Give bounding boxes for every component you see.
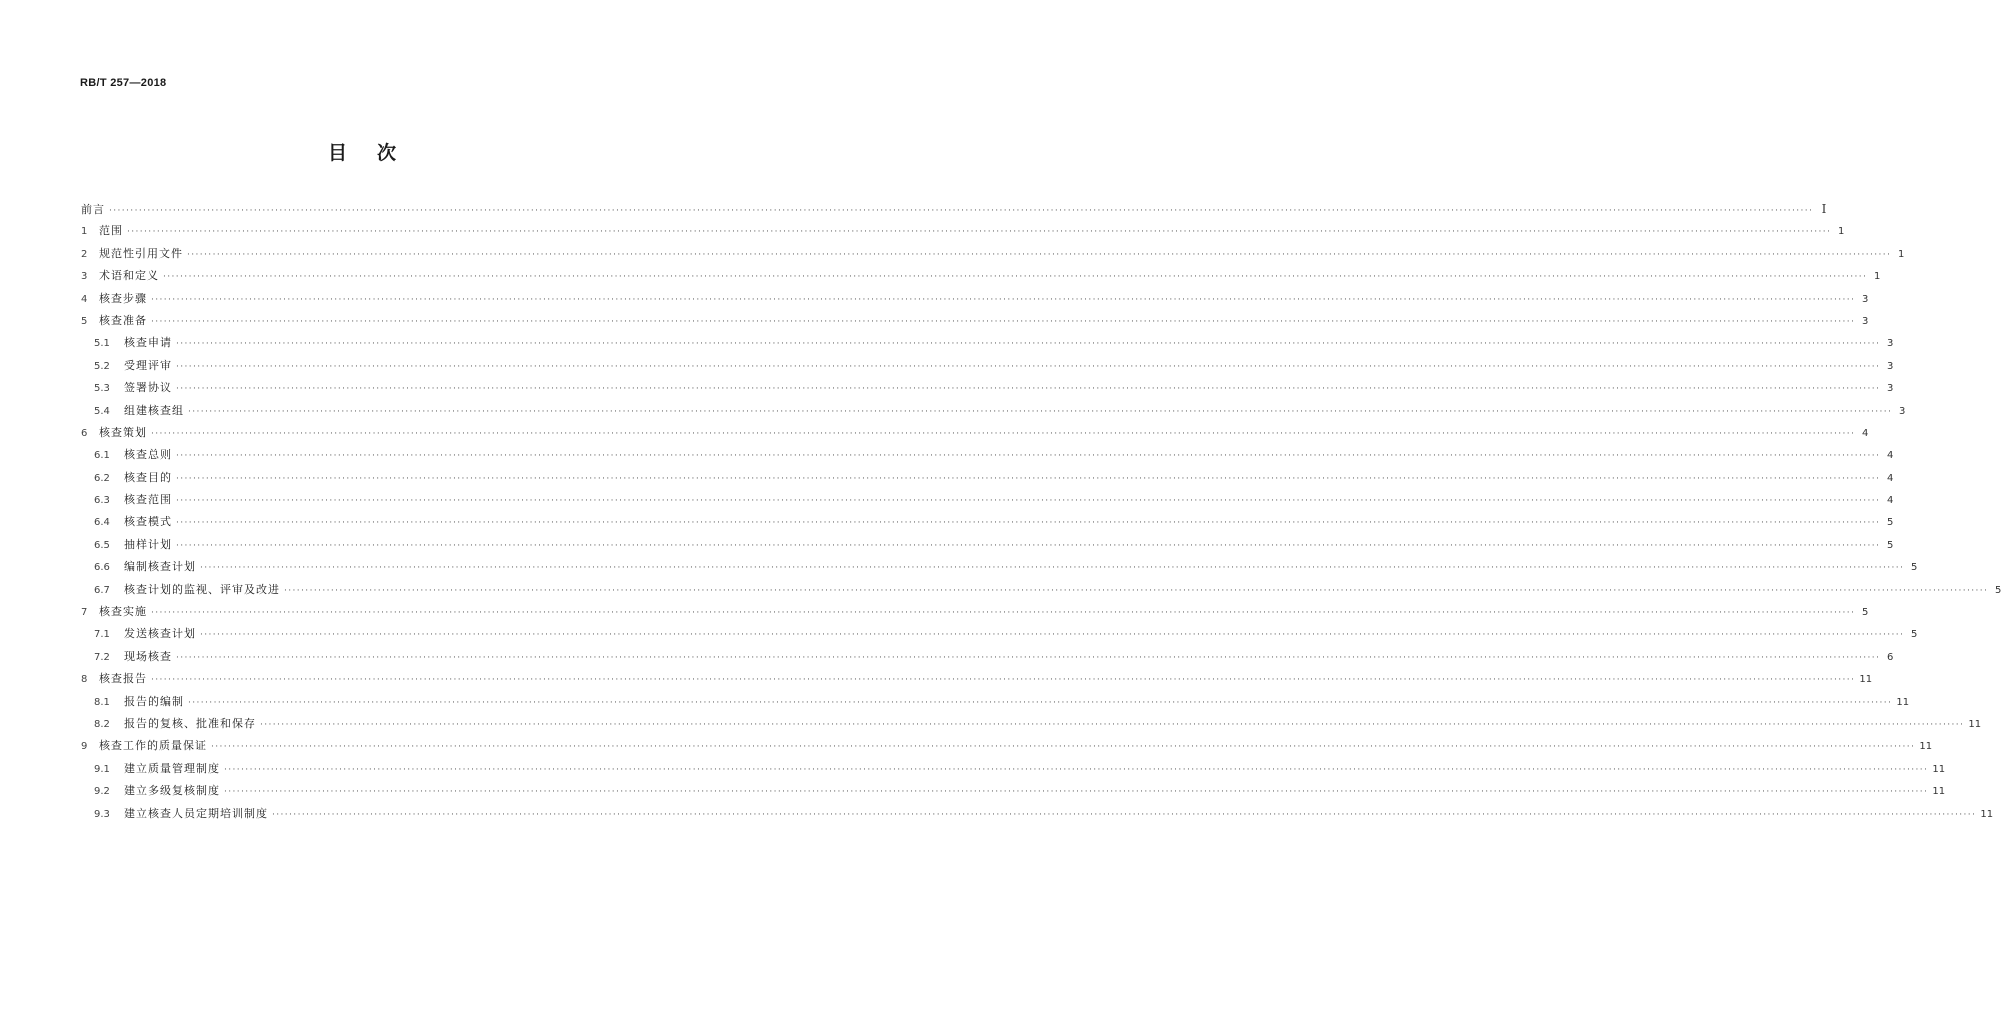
toc-entry[interactable] <box>81 556 1918 578</box>
toc-entry-page: 11 <box>1980 808 1994 820</box>
toc-entry[interactable] <box>81 735 1933 757</box>
toc-dot-leader: ················································································································································································································································································································································································································ <box>109 206 1814 216</box>
toc-entry-page: 6 <box>1886 651 1894 663</box>
toc-entry-number: 8.1 <box>94 696 110 708</box>
toc-entry-number: 5.1 <box>94 338 110 350</box>
toc-dot-leader: ················································································································································································································································································································································································································ <box>224 764 1929 775</box>
toc-entry-number: 9.3 <box>94 808 110 820</box>
toc-dot-leader: ················································································································································································································································································································································································································ <box>224 787 1929 798</box>
toc-dot-leader: ················································································································································································································································································································································································································ <box>176 496 1881 507</box>
toc-entry[interactable] <box>81 579 2001 601</box>
toc-dot-leader: ················································································································································································································································································································································································································ <box>176 540 1881 551</box>
toc-entry-page: 3 <box>1898 405 1906 417</box>
toc-entry-label: 核查总则 <box>124 448 172 462</box>
toc-entry[interactable] <box>81 489 1894 511</box>
toc-entry-label: 编制核查计划 <box>124 560 196 574</box>
toc-entry-number: 7.2 <box>94 651 110 663</box>
toc-dot-leader: ················································································································································································································································································································································································································ <box>200 630 1905 641</box>
toc-entry[interactable] <box>81 534 1894 556</box>
toc-dot-leader: ················································································································································································································································································································································································································ <box>151 675 1856 686</box>
toc-entry[interactable] <box>81 803 1994 825</box>
toc-entry-label: 签署协议 <box>124 381 172 395</box>
toc-entry-number: 4 <box>81 293 88 305</box>
toc-dot-leader: ················································································································································································································································································································································································································ <box>176 652 1881 663</box>
toc-entry[interactable] <box>81 601 1869 623</box>
toc-entry[interactable] <box>81 444 1894 466</box>
toc-entry-page: 11 <box>1968 718 1982 730</box>
toc-dot-leader: ················································································································································································································································································································································································································ <box>163 272 1868 283</box>
toc-entry-number: 6 <box>81 427 88 439</box>
toc-entry-label: 核查策划 <box>99 425 147 439</box>
toc-entry-label: 核查计划的监视、评审及改进 <box>124 582 280 596</box>
toc-entry-label: 报告的编制 <box>124 694 184 708</box>
toc-dot-leader: ················································································································································································································································································································································································································ <box>188 697 1893 708</box>
toc-dot-leader: ················································································································································································································································································································································································································ <box>187 249 1892 260</box>
toc-entry-label: 报告的复核、批准和保存 <box>124 716 256 730</box>
toc-entry-number: 8 <box>81 674 88 686</box>
toc-entry-number: 6.1 <box>94 450 110 462</box>
toc-entry-page: 5 <box>1861 607 1869 619</box>
toc-entry[interactable] <box>81 355 1894 377</box>
toc-entry-number: 1 <box>81 226 88 238</box>
toc-dot-leader: ················································································································································································································································································································································································································ <box>176 518 1881 529</box>
toc-dot-leader: ················································································································································································································································································································································································································ <box>176 339 1881 350</box>
toc-entry-page: Ⅰ <box>1821 202 1827 216</box>
toc-entry-page: 5 <box>1910 629 1918 641</box>
toc-entry-number: 3 <box>81 271 88 283</box>
toc-entry-number: 5.3 <box>94 383 110 395</box>
toc-entry-number: 6.5 <box>94 539 110 551</box>
toc-entry[interactable] <box>81 467 1894 489</box>
toc-entry-label: 规范性引用文件 <box>99 246 183 260</box>
toc-entry[interactable] <box>81 713 1982 735</box>
toc-entry[interactable] <box>81 198 1827 220</box>
toc-entry[interactable] <box>81 265 1881 287</box>
toc-entry-page: 11 <box>1932 763 1946 775</box>
toc-dot-leader: ················································································································································································································································································································································································································ <box>176 473 1881 484</box>
toc-dot-leader: ················································································································································································································································································································································································································ <box>176 384 1881 395</box>
toc-entry[interactable] <box>81 422 1869 444</box>
toc-entry-page: 11 <box>1859 674 1873 686</box>
toc-entry-label: 受理评审 <box>124 358 172 372</box>
toc-entry[interactable] <box>81 400 1906 422</box>
toc-entry-label: 核查工作的质量保证 <box>99 739 207 753</box>
toc-dot-leader: ················································································································································································································································································································································································································ <box>200 563 1905 574</box>
toc-entry[interactable] <box>81 511 1894 533</box>
toc-entry-page: 5 <box>1886 539 1894 551</box>
toc-entry-label: 建立多级复核制度 <box>124 784 220 798</box>
toc-entry[interactable] <box>81 310 1869 332</box>
toc-entry-label: 术语和定义 <box>99 269 159 283</box>
toc-entry-label: 范围 <box>99 224 123 238</box>
toc-entry-number: 5.2 <box>94 360 110 372</box>
toc-entry-number: 7 <box>81 607 88 619</box>
toc-entry-label: 建立核查人员定期培训制度 <box>124 806 268 820</box>
toc-entry-page: 5 <box>1994 584 2001 596</box>
toc-entry[interactable] <box>81 691 1910 713</box>
document-code: RB/T 257—2018 <box>80 77 167 89</box>
toc-dot-leader: ················································································································································································································································································································································································································ <box>284 585 1989 596</box>
toc-entry-page: 3 <box>1886 360 1894 372</box>
toc-entry-label: 建立质量管理制度 <box>124 761 220 775</box>
toc-entry-number: 9.2 <box>94 786 110 798</box>
toc-entry-label: 核查步骤 <box>99 291 147 305</box>
toc-entry-number: 2 <box>81 248 88 260</box>
toc-entry[interactable] <box>81 623 1918 645</box>
toc-entry-label: 核查范围 <box>124 493 172 507</box>
toc-entry-page: 3 <box>1886 383 1894 395</box>
toc-dot-leader: ················································································································································································································································································································································································································ <box>260 719 1965 730</box>
toc-entry-label: 核查报告 <box>99 672 147 686</box>
toc-entry-label: 核查模式 <box>124 515 172 529</box>
toc-dot-leader: ················································································································································································································································································································································································································ <box>127 227 1832 238</box>
toc-entry-page: 4 <box>1886 495 1894 507</box>
toc-entry-page: 4 <box>1886 472 1894 484</box>
toc-entry-page: 5 <box>1910 562 1918 574</box>
toc-entry-number: 6.7 <box>94 584 110 596</box>
toc-entry[interactable] <box>81 288 1869 310</box>
toc-entry-label: 前言 <box>81 203 105 216</box>
toc-entry[interactable] <box>81 668 1873 690</box>
toc-entry-number: 6.4 <box>94 517 110 529</box>
toc-entry-page: 4 <box>1886 450 1894 462</box>
toc-entry-label: 抽样计划 <box>124 537 172 551</box>
toc-entry-number: 7.1 <box>94 629 110 641</box>
toc-entry[interactable] <box>81 243 1905 265</box>
toc-entry[interactable] <box>81 780 1946 802</box>
toc-entry-number: 8.2 <box>94 718 110 730</box>
toc-entry-label: 核查实施 <box>99 605 147 619</box>
toc-dot-leader: ················································································································································································································································································································································································································ <box>176 451 1881 462</box>
toc-entry-page: 3 <box>1861 293 1869 305</box>
toc-dot-leader: ················································································································································································································································································································································································································ <box>272 809 1977 820</box>
toc-dot-leader: ················································································································································································································································································································································································································ <box>151 608 1856 619</box>
toc-dot-leader: ················································································································································································································································································································································································································ <box>151 316 1856 327</box>
toc-dot-leader: ················································································································································································································································································································································································································ <box>176 361 1881 372</box>
toc-entry-label: 发送核查计划 <box>124 627 196 641</box>
toc-entry[interactable] <box>81 646 1894 668</box>
toc-entry-number: 5 <box>81 315 88 327</box>
toc-entry-label: 核查目的 <box>124 470 172 484</box>
toc-dot-leader: ················································································································································································································································································································································································································ <box>151 428 1856 439</box>
toc-entry-page: 3 <box>1861 315 1869 327</box>
toc-entry-number: 9.1 <box>94 763 110 775</box>
toc-entry-label: 现场核查 <box>124 649 172 663</box>
toc-entry-page: 4 <box>1861 427 1869 439</box>
table-of-contents <box>81 198 2001 825</box>
page-title: 目次 <box>327 142 426 164</box>
toc-dot-leader: ················································································································································································································································································································································································································ <box>151 294 1856 305</box>
toc-entry[interactable] <box>81 758 1946 780</box>
toc-entry[interactable] <box>81 377 1894 399</box>
toc-entry-number: 5.4 <box>94 405 110 417</box>
toc-entry-page: 5 <box>1886 517 1894 529</box>
toc-entry-page: 1 <box>1873 271 1881 283</box>
toc-entry-label: 核查申请 <box>124 336 172 350</box>
toc-dot-leader: ················································································································································································································································································································································································································ <box>211 742 1916 753</box>
toc-entry[interactable] <box>81 220 1845 242</box>
toc-entry-number: 9 <box>81 741 88 753</box>
toc-entry-page: 1 <box>1897 248 1905 260</box>
toc-entry-number: 6.6 <box>94 562 110 574</box>
toc-entry-label: 组建核查组 <box>124 403 184 417</box>
toc-entry-page: 1 <box>1837 226 1845 238</box>
toc-entry[interactable] <box>81 332 1894 354</box>
toc-entry-number: 6.2 <box>94 472 110 484</box>
toc-dot-leader: ················································································································································································································································································································································································································ <box>188 406 1893 417</box>
toc-entry-label: 核查准备 <box>99 313 147 327</box>
toc-entry-page: 11 <box>1919 741 1933 753</box>
toc-entry-page: 11 <box>1896 696 1910 708</box>
toc-entry-number: 6.3 <box>94 495 110 507</box>
toc-entry-page: 3 <box>1886 338 1894 350</box>
toc-entry-page: 11 <box>1932 786 1946 798</box>
